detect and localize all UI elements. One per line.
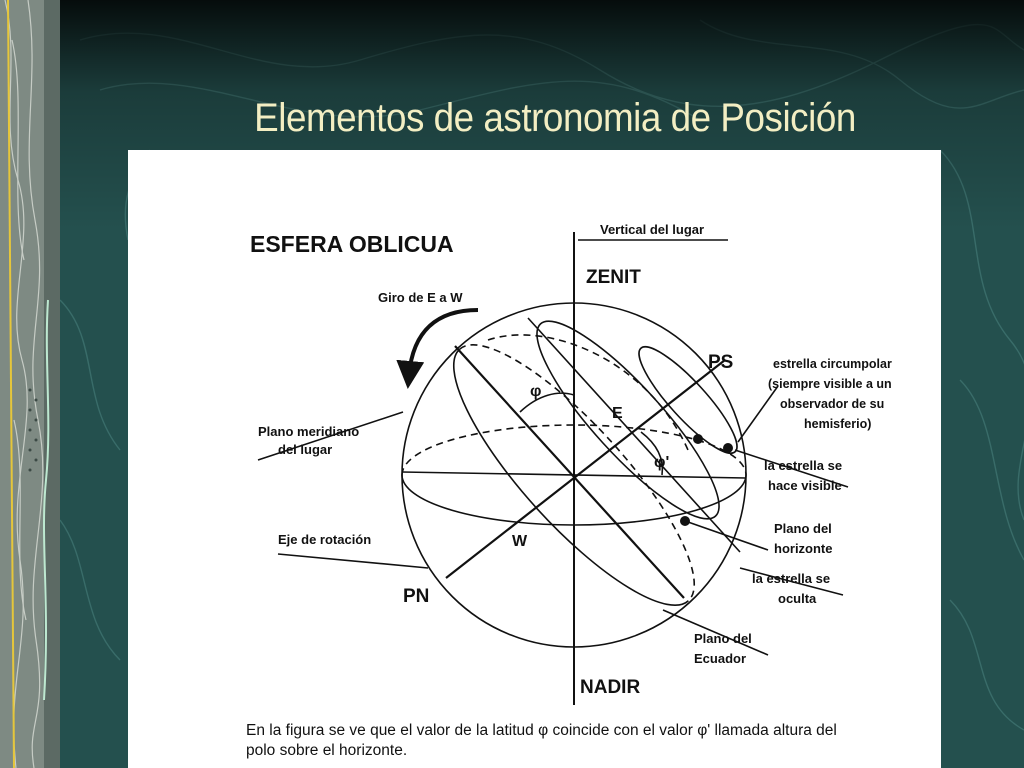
phi-prime-label: φ': [654, 454, 670, 471]
caption-line-2: polo sobre el horizonte.: [246, 742, 408, 759]
rotation-arrow: [409, 310, 478, 375]
north-pole-label: PN: [403, 586, 430, 607]
south-pole-label: PS: [708, 352, 734, 373]
west-label: W: [512, 533, 528, 550]
phi-label: φ: [530, 383, 542, 400]
hidden-label-2: oculta: [778, 591, 817, 606]
zenith-label: ZENIT: [586, 267, 641, 288]
meridian-label-1: Plano meridiano: [258, 424, 360, 439]
horizon-label-1: Plano del: [774, 521, 832, 536]
visible-label-2: hace visible: [768, 478, 842, 493]
equator-line: [455, 346, 684, 598]
equator-label-2: Ecuador: [694, 651, 747, 666]
circumpolar-label-2: (siempre visible a un: [768, 377, 892, 391]
circumpolar-label-3: observador de su: [780, 397, 885, 411]
diagram-heading: ESFERA OBLICUA: [250, 231, 454, 257]
equator-label-1: Plano del: [694, 631, 752, 646]
caption-line-1: En la figura se ve que el valor de la latitud φ coincide con el valor φ' llamada altura del: [246, 722, 837, 739]
east-label: E: [612, 405, 623, 422]
visible-label-1: la estrella se: [764, 458, 843, 473]
axis-label: Eje de rotación: [278, 532, 372, 547]
circumpolar-label-4: hemisferio): [804, 417, 872, 431]
star-circumpolar: [723, 443, 733, 453]
rotation-label: Giro de E a W: [378, 290, 463, 305]
vertical-label: Vertical del lugar: [600, 222, 705, 237]
star-visible: [693, 434, 703, 444]
nadir-label: NADIR: [580, 677, 641, 698]
oblique-sphere-diagram: [128, 150, 941, 768]
horizon-label-2: horizonte: [774, 541, 833, 556]
meridian-label-2: del lugar: [278, 442, 333, 457]
circumpolar-label-1: estrella circumpolar: [773, 357, 892, 371]
hidden-label-1: la estrella se: [752, 571, 831, 586]
star-hidden: [680, 516, 690, 526]
slide-title: Elementos de astronomia de Posición: [254, 96, 856, 140]
